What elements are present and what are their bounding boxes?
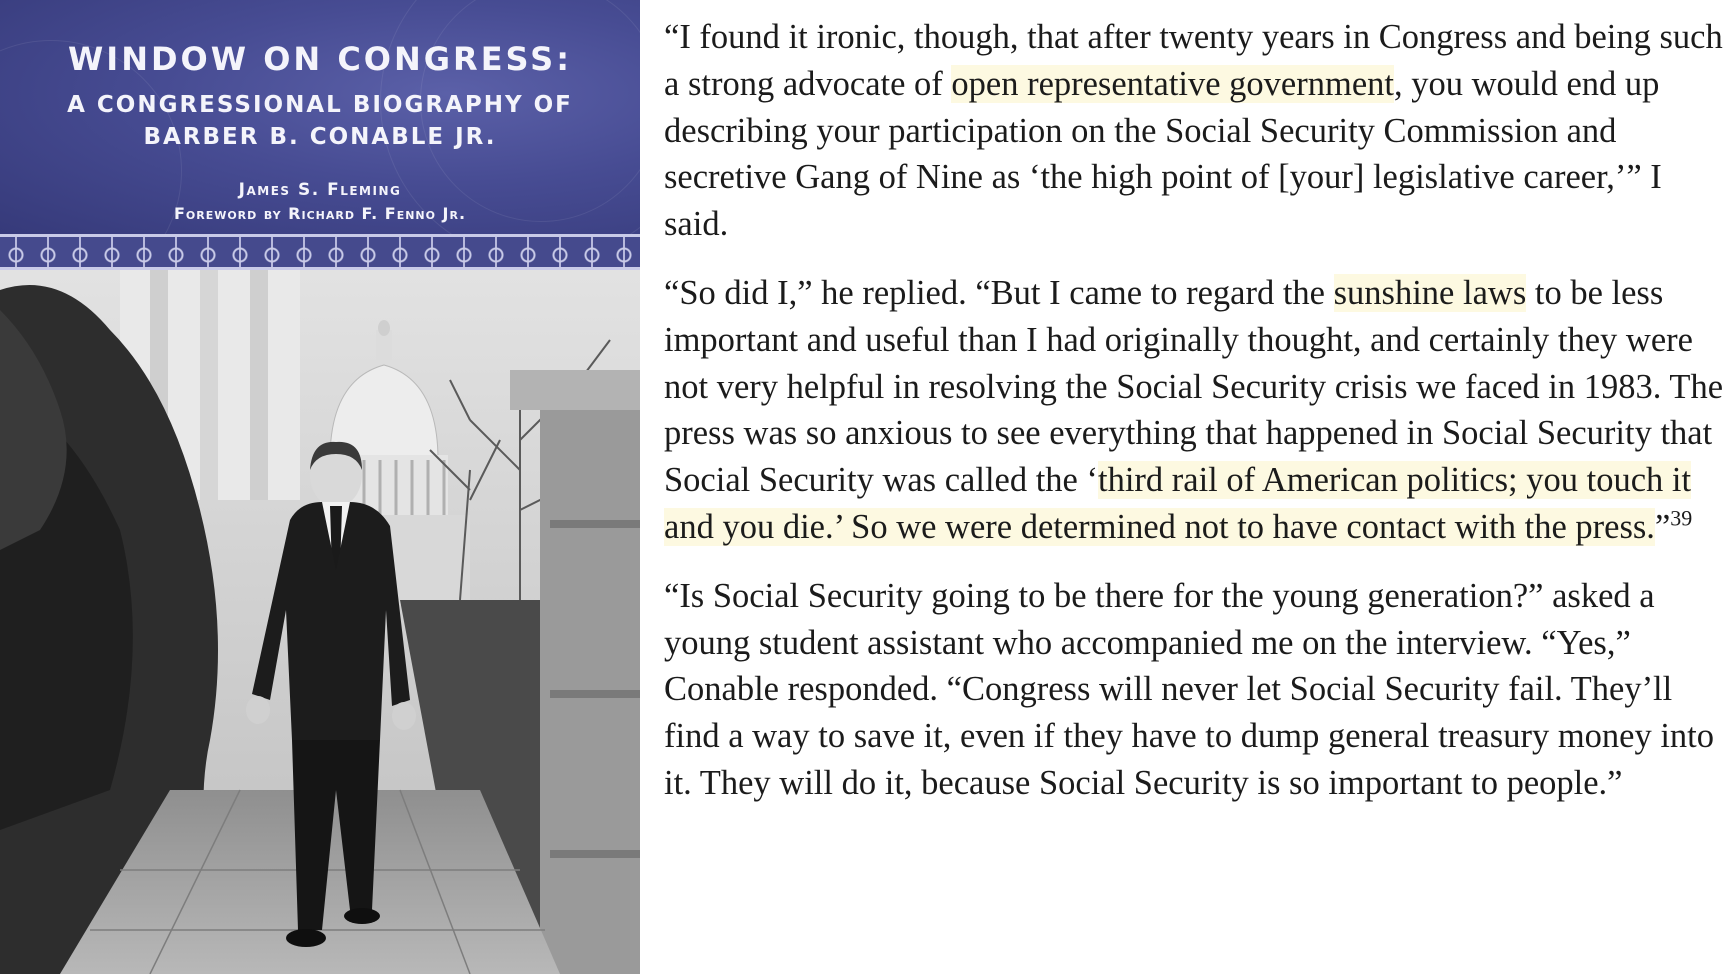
highlighted-text: open representative government [951, 64, 1394, 103]
cover-ornamental-border [0, 234, 640, 270]
paragraph-3 [664, 573, 1724, 807]
text-segment: “I found it ironic, though, that after twenty years in Congress and being such a strong advocate of [664, 18, 1723, 103]
cover-subtitle: A CONGRESSIONAL BIOGRAPHY OF [67, 92, 573, 118]
cover-foreword: Foreword by Richard F. Fenno Jr. [173, 204, 467, 223]
paragraph-1 [664, 14, 1724, 248]
cover-author: James S. Fleming [238, 180, 402, 200]
text-segment: to be less important and useful than I had originally thought, and certainly they were not very helpful in resolving the Social Security crisis we faced in 1983. The press was so anxious to see everything that happened in Social Security that Social Security was called the ‘ [664, 273, 1724, 500]
text-segment: ” [1654, 507, 1671, 546]
cover-photo-illustration [0, 270, 640, 974]
book-page-text [664, 14, 1724, 964]
book-cover [0, 0, 640, 974]
cover-subtitle: BARBER B. CONABLE JR. [143, 124, 497, 150]
text-segment: “Is Social Security going to be there for the young generation?” asked a young student assistant who accompanied me on the interview. “Yes,” Conable responded. “Congress will never let Social Security fail. They’ll find a way to save it, even if they have to dump general treasury money into it. They will do it, because Social Security is so important to people.” [664, 576, 1715, 802]
footnote-marker: 39 [1670, 505, 1693, 531]
cover-photo [0, 270, 640, 974]
text-segment: “So did I,” he replied. “But I came to regard the [664, 273, 1334, 312]
highlighted-text: sunshine laws [1333, 273, 1527, 312]
highlighted-text: third rail of American politics; you touch it and you die.’ So we were determined not to have contact with the press. [664, 461, 1692, 546]
paragraph-2 [664, 270, 1724, 551]
cover-title: WINDOW ON CONGRESS: [68, 40, 572, 78]
text-segment: , you would end up describing your participation on the Social Security Commission and secretive Gang of Nine as ‘the high point of [your] legislative career,’” I said. [664, 64, 1662, 244]
